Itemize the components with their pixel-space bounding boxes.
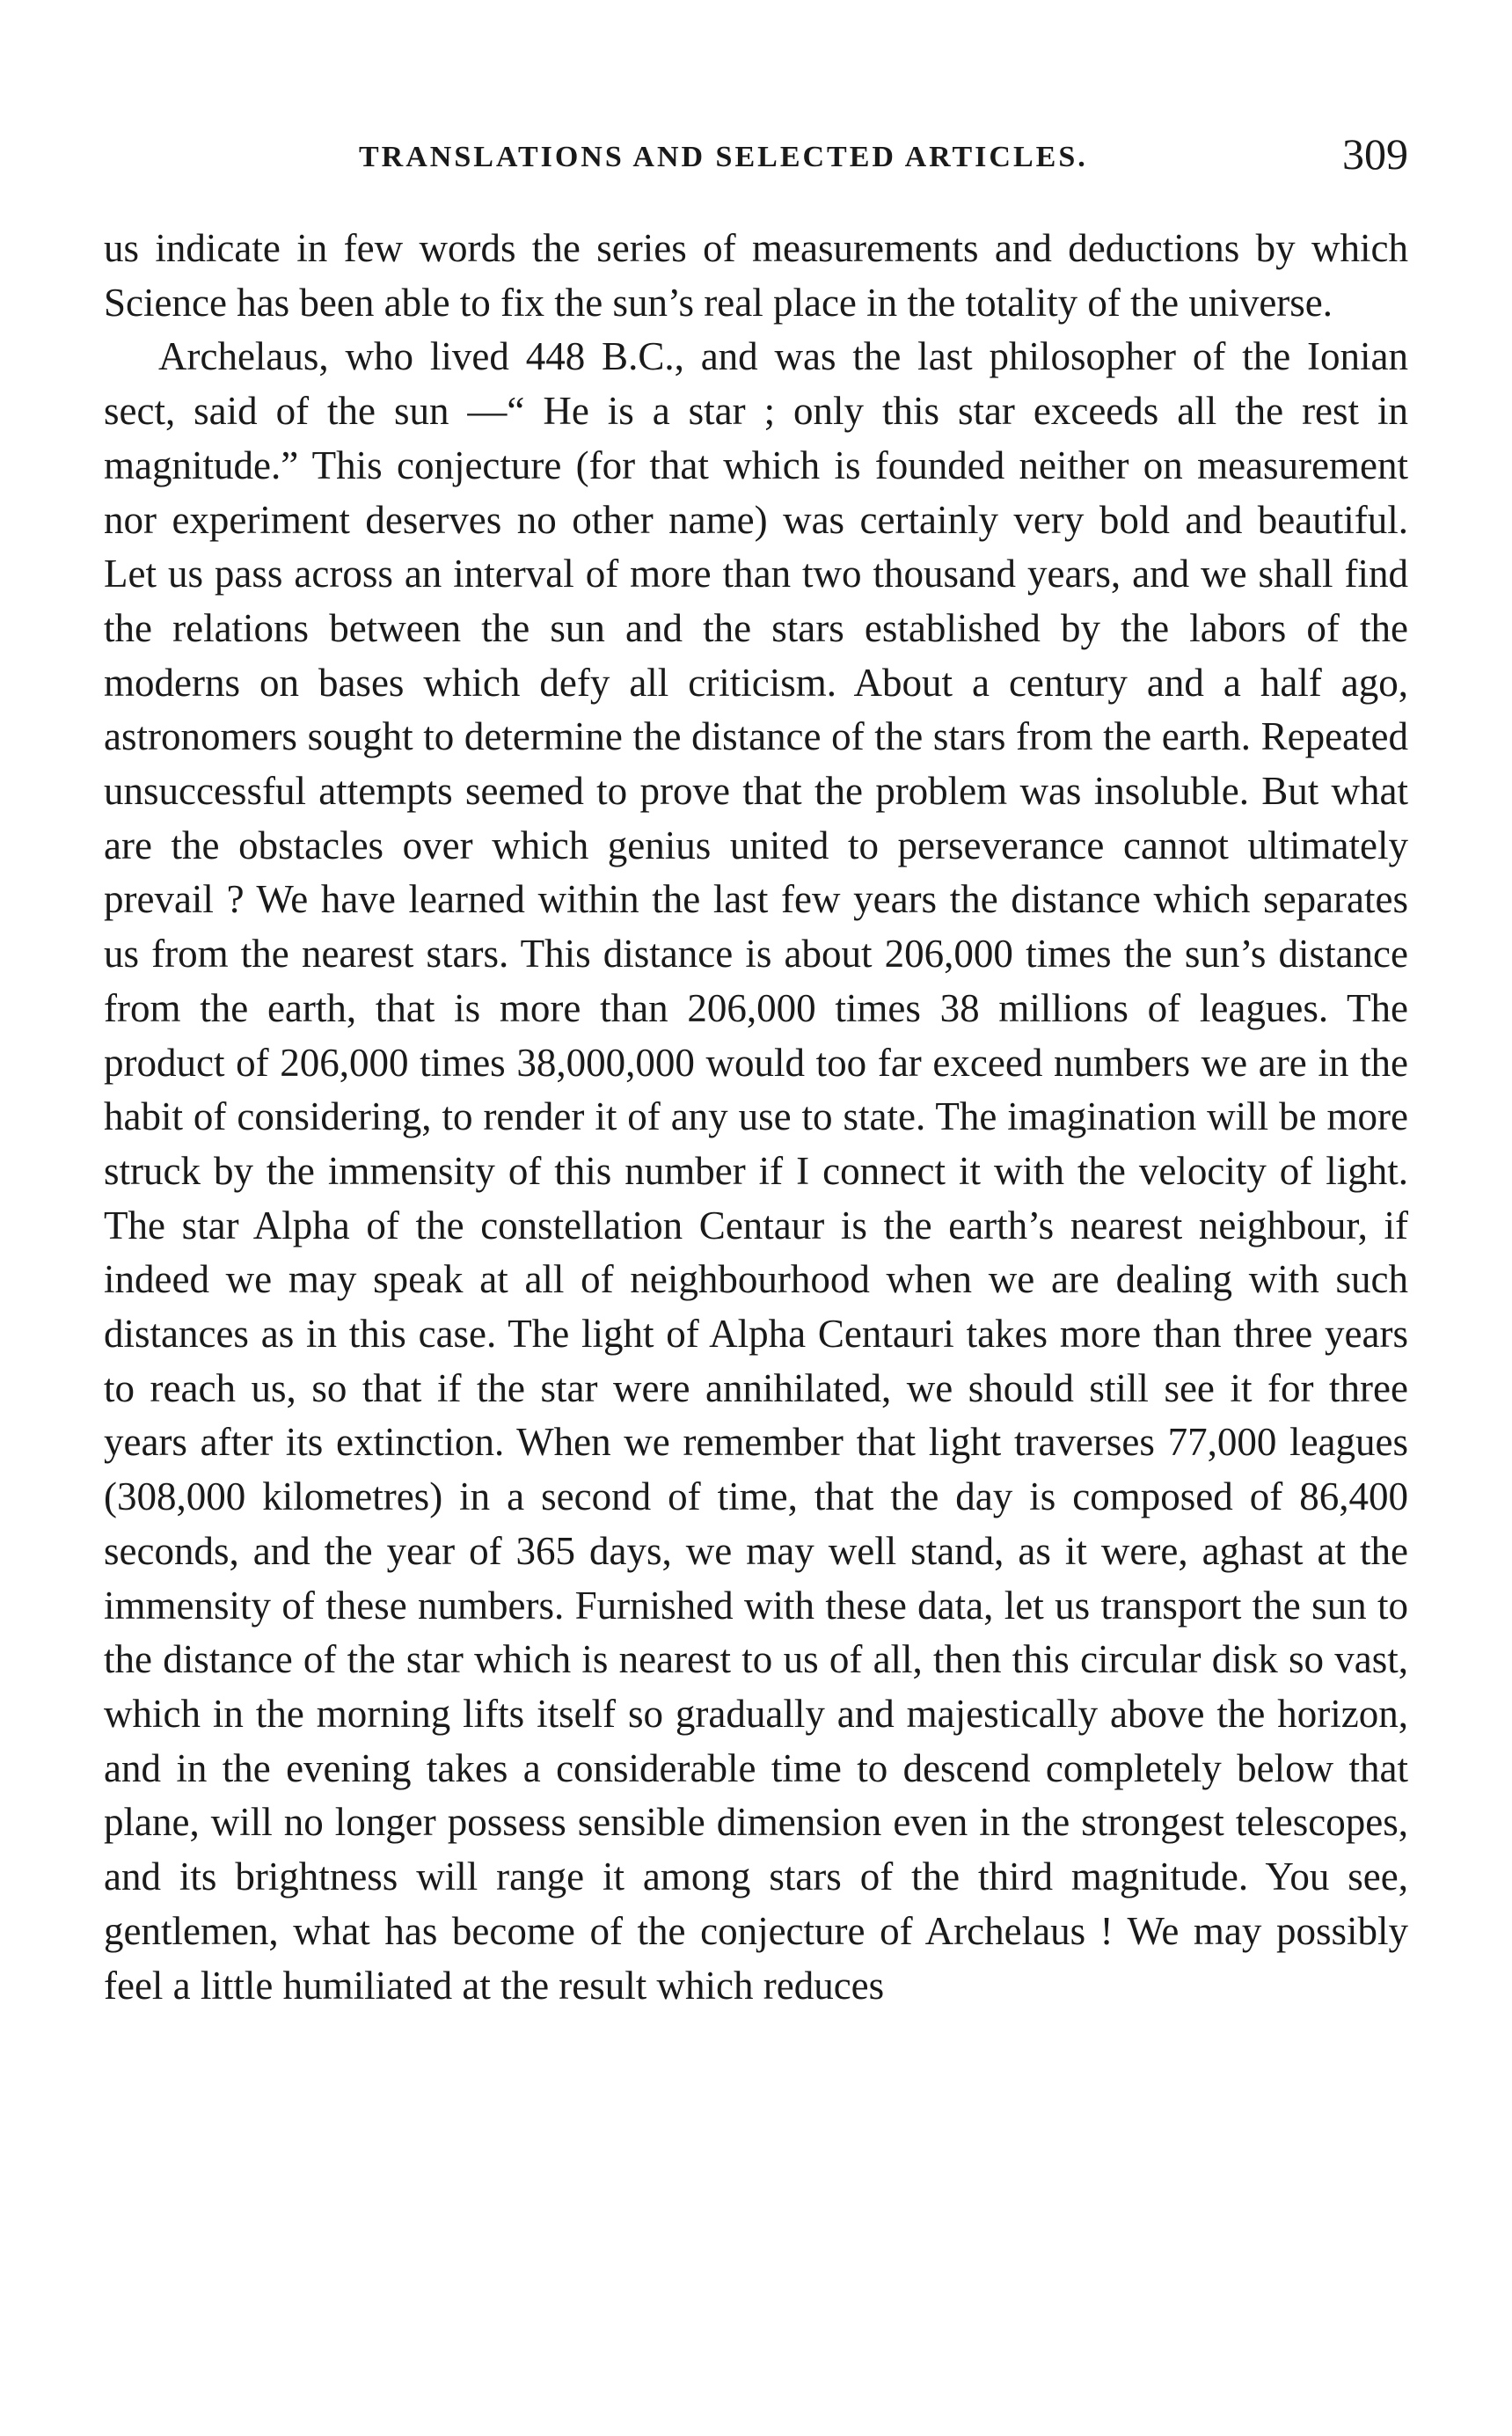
- paragraph-archelaus: Archelaus, who lived 448 B.C., and was the last philosopher of the Ionian sect, said of the sun —“ He is a star ; only this star exceeds all the rest in magnitude.” This conjecture (for that which is founded neither on measurement nor experiment deserves no other name) was certainly very bold and beautiful. Let us pass across an interval of more than two thousand years, and we shall find the relations between the sun and the stars established by the labors of the moderns on bases which defy all criticism. About a century and a half ago, astronomers sought to determine the distance of the stars from the earth. Repeated unsuccessful attempts seemed to prove that the problem was insoluble. But what are the obstacles over which genius united to perseverance cannot ultimately prevail ? We have learned within the last few years the distance which separates us from the nearest stars. This distance is about 206,000 times the sun’s distance from the earth, that is more than 206,000 times 38 millions of leagues. The product of 206,000 times 38,000,000 would too far exceed numbers we are in the habit of considering, to render it of any use to state. The imagination will be more struck by the immensity of this number if I connect it with the velocity of light. The star Alpha of the constellation Centaur is the earth’s nearest neighbour, if indeed we may speak at all of neighbourhood when we are dealing with such distances as in this case. The light of Alpha Centauri takes more than three years to reach us, so that if the star were annihilated, we should still see it for three years after its extinction. When we remember that light traverses 77,000 leagues (308,000 kilometres) in a second of time, that the day is composed of 86,400 seconds, and the year of 365 days, we may well stand, as it were, aghast at the immensity of these numbers. Furnished with these data, let us transport the sun to the distance of the star which is nearest to us of all, then this circular disk so vast, which in the morning lifts itself so gradually and majestically above the horizon, and in the evening takes a considerable time to descend completely below that plane, will no longer possess sensible dimension even in the strongest telescopes, and its brightness will range it among stars of the third magnitude. You see, gentlemen, what has become of the conjecture of Archelaus ! We may possibly feel a little humiliated at the result which reduces: [104, 334, 1408, 2008]
- running-head: [104, 129, 1408, 185]
- body-text: [104, 222, 1408, 2013]
- page-number: 309: [1342, 129, 1408, 179]
- running-title: TRANSLATIONS AND SELECTED ARTICLES.: [359, 141, 1088, 173]
- paragraph-continuation: us indicate in few words the series of measurements and deductions by which Science has been able to fix the sun’s real place in the totality of the universe.: [104, 226, 1408, 325]
